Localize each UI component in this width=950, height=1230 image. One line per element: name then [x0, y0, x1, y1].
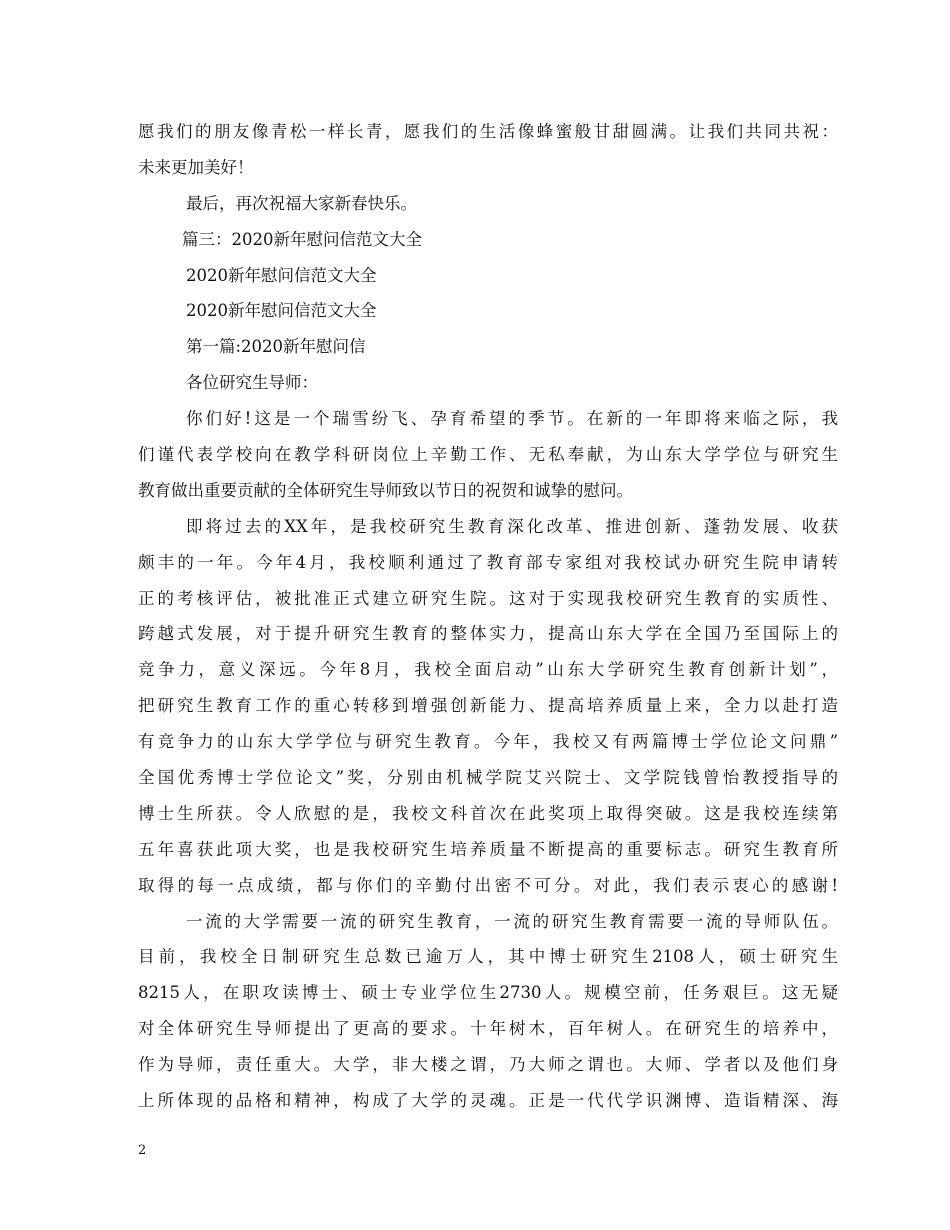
text-line: 博士生所获。令人欣慰的是，我校文科首次在此奖项上取得突破。这是我校连续第 — [138, 803, 838, 823]
text-line: 一流的大学需要一流的研究生教育，一流的研究生教育需要一流的导师队伍。 — [186, 911, 838, 931]
text-line: 8215人，在职攻读博士、硕士专业学位生2730人。规模空前，任务艰巨。这无疑 — [138, 983, 838, 1003]
text-line: 们谨代表学校向在教学科研岗位上辛勤工作、无私奉献，为山东大学学位与研究生 — [138, 445, 838, 465]
text-line: 即将过去的XX年，是我校研究生教育深化改革、推进创新、蓬勃发展、收获 — [186, 516, 838, 536]
text-line: 取得的每一点成绩，都与你们的辛勤付出密不可分。对此，我们表示衷心的感谢! — [138, 875, 838, 895]
text-line: 对全体研究生导师提出了更高的要求。十年树木，百年树人。在研究生的培养中， — [138, 1019, 838, 1039]
text-line: 颇丰的一年。今年4月，我校顺利通过了教育部专家组对我校试办研究生院申请转 — [138, 552, 838, 572]
text-line: 目前，我校全日制研究生总数已逾万人，其中博士研究生2108人，硕士研究生 — [138, 947, 838, 967]
text-line: 把研究生教育工作的重心转移到增强创新能力、提高培养质量上来，全力以赴打造 — [138, 696, 838, 716]
text-line: 第一篇:2020新年慰问信 — [186, 337, 366, 357]
text-line: 上所体现的品格和精神，构成了大学的灵魂。正是一代代学识渊博、造诣精深、海 — [138, 1091, 838, 1111]
page-number: 2 — [138, 1143, 147, 1158]
text-line: 你们好!这是一个瑞雪纷飞、孕育希望的季节。在新的一年即将来临之际，我 — [186, 409, 838, 429]
text-line: 五年喜获此项大奖，也是我校研究生培养质量不断提高的重要标志。研究生教育所 — [138, 839, 838, 859]
text-line: 最后，再次祝福大家新春快乐。 — [186, 193, 417, 213]
text-line: 2020新年慰问信范文大全 — [186, 265, 377, 285]
text-line: 正的考核评估，被批准正式建立研究生院。这对于实现我校研究生教育的实质性、 — [138, 588, 838, 608]
text-line: 未来更加美好！ — [138, 157, 254, 177]
text-line: 教育做出重要贡献的全体研究生导师致以节日的祝贺和诚挚的慰问。 — [138, 480, 633, 500]
text-line: 2020新年慰问信范文大全 — [186, 301, 377, 321]
text-line: 愿我们的朋友像青松一样长青，愿我们的生活像蜂蜜般甘甜圆满。让我们共同共祝： — [138, 122, 838, 141]
text-line: 作为导师，责任重大。大学，非大楼之谓，乃大师之谓也。大师、学者以及他们身 — [138, 1055, 838, 1075]
text-line: 全国优秀博士学位论文”奖，分别由机械学院艾兴院士、文学院钱曾怡教授指导的 — [138, 768, 838, 788]
text-line: 有竞争力的山东大学学位与研究生教育。今年，我校又有两篇博士学位论文问鼎” — [138, 732, 838, 752]
text-line: 竞争力，意义深远。今年8月，我校全面启动”山东大学研究生教育创新计划”， — [138, 660, 838, 680]
text-line: 各位研究生导师： — [186, 373, 318, 393]
document-body — [138, 114, 838, 1119]
text-line: 篇三：2020新年慰问信范文大全 — [182, 229, 422, 249]
text-line: 跨越式发展，对于提升研究生教育的整体实力，提高山东大学在全国乃至国际上的 — [138, 624, 838, 644]
